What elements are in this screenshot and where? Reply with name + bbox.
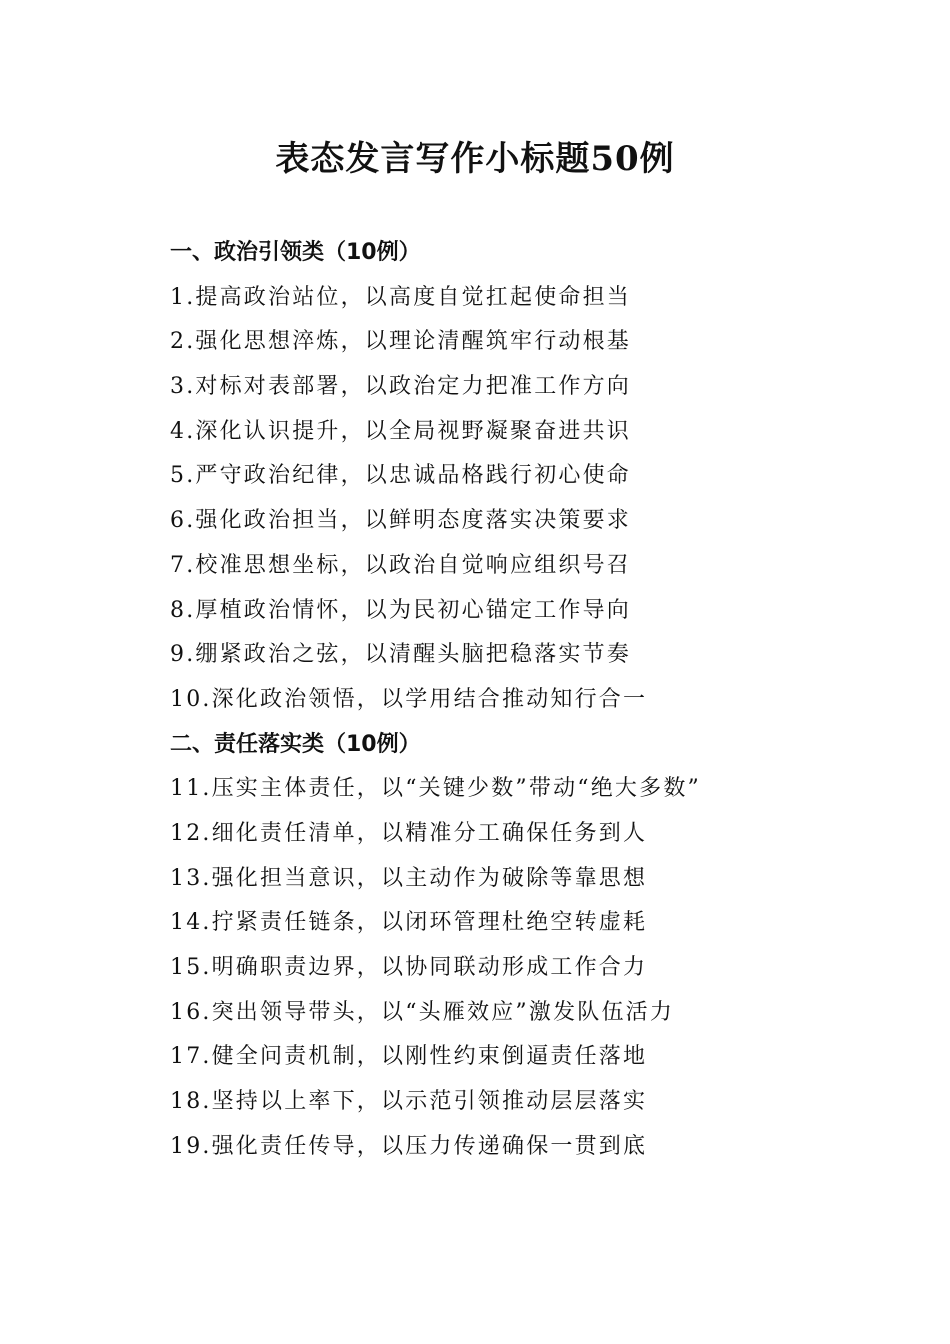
list-item: 14.拧紧责任链条，以闭环管理杜绝空转虚耗	[170, 910, 648, 936]
list-item: 5.严守政治纪律，以忠诚品格践行初心使命	[170, 463, 631, 489]
list-item: 2.强化思想淬炼，以理论清醒筑牢行动根基	[170, 329, 631, 355]
list-item: 17.健全问责机制，以刚性约束倒逼责任落地	[170, 1044, 648, 1070]
list-item: 6.强化政治担当，以鲜明态度落实决策要求	[170, 508, 631, 534]
list-item: 13.强化担当意识，以主动作为破除等靠思想	[170, 865, 648, 891]
list-item: 12.细化责任清单，以精准分工确保任务到人	[170, 820, 648, 846]
list-item: 7.校准思想坐标，以政治自觉响应组织号召	[170, 552, 631, 578]
list-item: 16.突出领导带头，以“头雁效应”激发队伍活力	[170, 999, 675, 1025]
list-item: 4.深化认识提升，以全局视野凝聚奋进共识	[170, 418, 631, 444]
list-item: 8.厚植政治情怀，以为民初心锚定工作导向	[170, 597, 631, 623]
list-item: 11.压实主体责任，以“关键少数”带动“绝大多数”	[170, 776, 701, 802]
section-heading-political: 一、政治引领类（10例）	[170, 240, 421, 265]
document-title: 表态发言写作小标题50例	[275, 139, 675, 179]
list-item: 15.明确职责边界，以协同联动形成工作合力	[170, 955, 648, 980]
list-item: 9.绷紧政治之弦，以清醒头脑把稳落实节奏	[170, 642, 631, 668]
list-item: 19.强化责任传导，以压力传递确保一贯到底	[170, 1133, 648, 1159]
document-body	[170, 231, 810, 1169]
list-item: 3.对标对表部署，以政治定力把准工作方向	[170, 374, 631, 400]
list-item: 10.深化政治领悟，以学用结合推动知行合一	[170, 686, 648, 712]
section-heading-responsibility: 二、责任落实类（10例）	[170, 731, 421, 757]
list-item: 18.坚持以上率下，以示范引领推动层层落实	[170, 1089, 648, 1115]
list-item: 1.提高政治站位，以高度自觉扛起使命担当	[170, 284, 631, 310]
